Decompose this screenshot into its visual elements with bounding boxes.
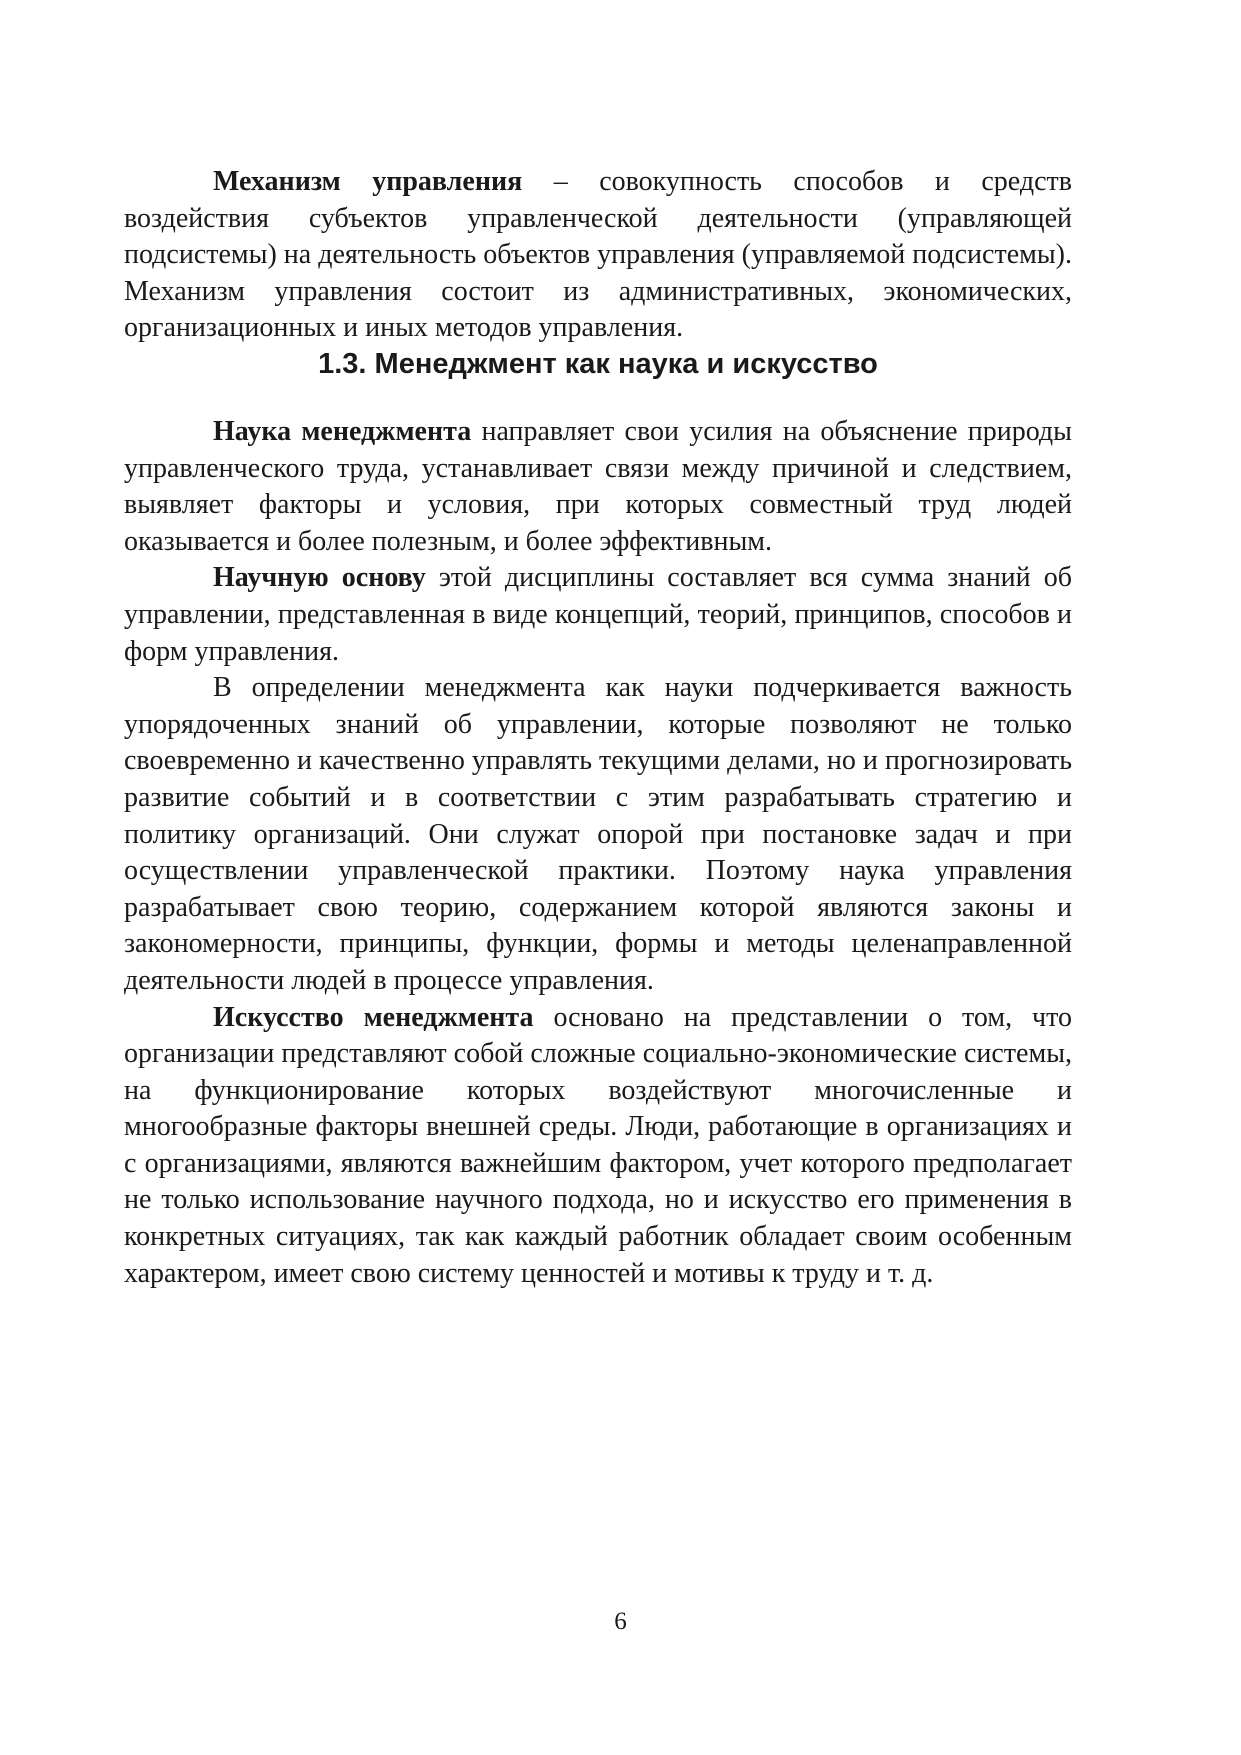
paragraph-definition bbox=[124, 670, 1072, 999]
paragraph-scientific-basis bbox=[124, 560, 1072, 670]
paragraph-definition-text: В определении менеджмента как науки подчеркивается важность упорядоченных знаний об управлении, которые позволяют не только своевременно и качественно управлять текущими делами, но и прогнозировать развитие событий и в соответствии с этим разрабатывать стратегию и политику организаций. Они служат опорой при постановке задач и при осуществлении управленческой практики. Поэтому наука управления разрабатывает свою теорию, содержанием которой являются законы и закономерности, принципы, функции, формы и методы целенаправленной деятельности людей в процессе управления. bbox=[124, 672, 1072, 996]
paragraph-art-text: основано на представлении о том, что организации представляют собой сложные социально-экономические системы, на функционирование которых воздействуют многочисленные и многообразные факторы внешней среды. Люди, работающие в организациях и с организациями, являются важнейшим фактором, учет которого предполагает не только использование научного подхода, но и искусство его применения в конкретных ситуациях, так как каждый работник обладает своим особенным характером, имеет свою систему ценностей и мотивы к труду и т. д. bbox=[124, 1001, 1072, 1289]
paragraph-science-text: направляет свои усилия на объяснение природы управленческого труда, устанавливает связи между причиной и следствием, выявляет факторы и условия, при которых совместный труд людей оказывается и более полезным, и более эффективным. bbox=[124, 416, 1072, 557]
paragraph-art-term: Искусство менеджмента bbox=[213, 1001, 534, 1033]
paragraph-scientific-basis-text: этой дисциплины составляет вся сумма знаний об управлении, представленная в виде концепций, теорий, принципов, способов и форм управления. bbox=[124, 562, 1072, 667]
paragraph-scientific-basis-term: Научную основу bbox=[213, 562, 426, 594]
section-title: 1.3. Менеджмент как наука и искусство bbox=[318, 348, 878, 380]
page-body bbox=[124, 164, 1072, 347]
intro-text: – совокупность способов и средств воздействия субъектов управленческой деятельности (управляющей подсистемы) на деятельность объектов управления (управляемой подсистемы). Механизм управления состоит из административных, экономических, организационных и иных методов управления. bbox=[124, 166, 1072, 344]
paragraph-science-term: Наука менеджмента bbox=[213, 416, 472, 447]
intro-term: Механизм управления bbox=[213, 166, 523, 197]
paragraph-art bbox=[124, 1000, 1072, 1293]
page-number: 6 bbox=[614, 1608, 627, 1635]
section-body bbox=[124, 414, 1072, 1292]
intro-paragraph bbox=[124, 164, 1072, 347]
paragraph-science bbox=[124, 414, 1072, 560]
